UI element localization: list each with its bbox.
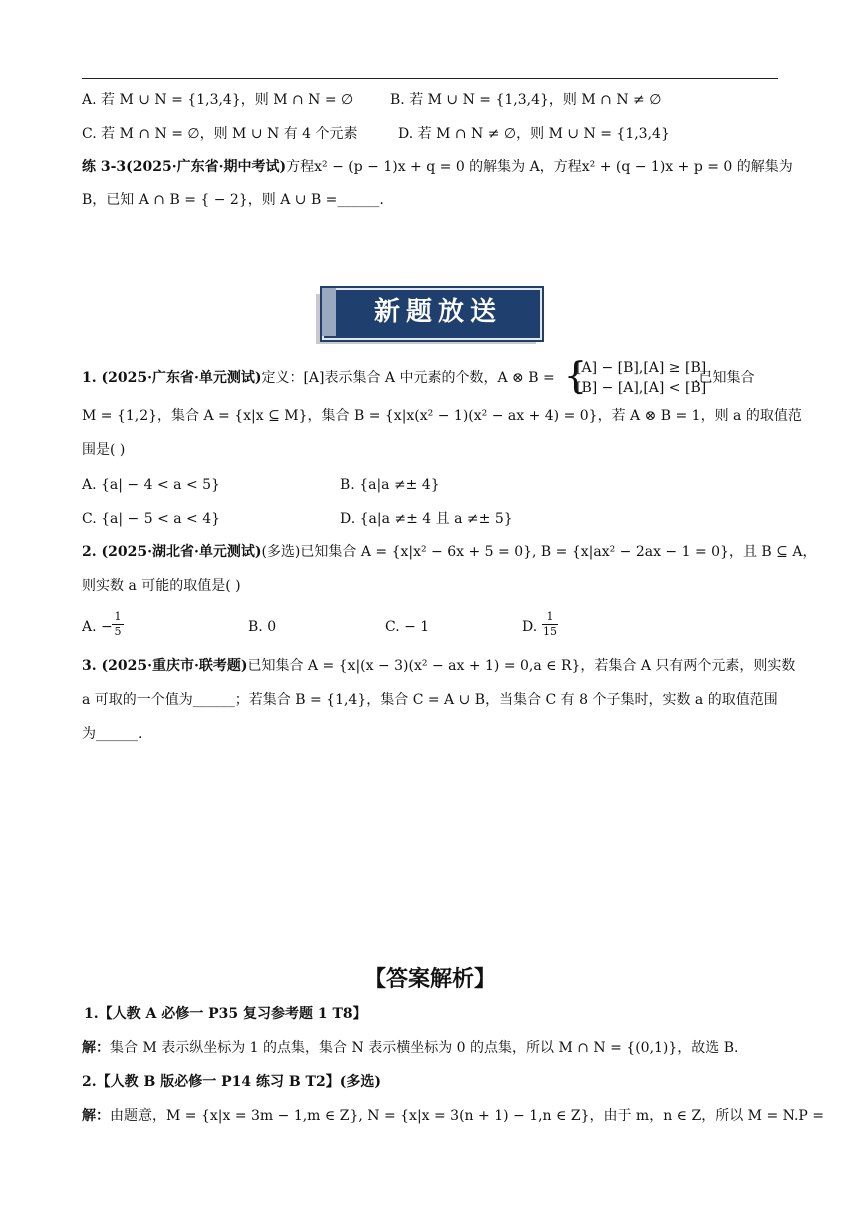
- banner-strip: [322, 288, 336, 336]
- section-banner: [316, 288, 542, 344]
- q1-line1: [82, 368, 555, 388]
- q2-option-d: D.: [522, 619, 538, 635]
- q1-line2: M = {1,2}，集合 A = {x|x ⊆ M}，集合 B = {x|x(x² − 1)(x² − ax + 4) = 0}，若 A ⊗ B = 1，则 a 的取值范: [82, 408, 802, 424]
- q3-label: 3. (2025·重庆市·联考题): [82, 658, 248, 674]
- q3-line2: a 可取的一个值为______；若集合 B = {1,4}，集合 C = A ∪ B，当集合 C 有 8 个子集时，实数 a 的取值范围: [82, 692, 778, 708]
- answers-heading: 【答案解析】: [363, 967, 496, 992]
- exercise-3-3-line2: B，已知 A ∩ B = { − 2}，则 A ∪ B =______.: [82, 192, 384, 208]
- q1-label: 1. (2025·广东省·单元测试): [82, 370, 262, 386]
- q1-option-b: B. {a|a ≠± 4}: [340, 477, 440, 493]
- q1-option-a: A. {a| − 4 < a < 5}: [82, 477, 220, 493]
- q1-option-c: C. {a| − 5 < a < 4}: [82, 511, 221, 527]
- q2-line2: 则实数 a 可能的取值是( ): [82, 578, 241, 594]
- q2-option-d-fraction: 1 15: [543, 610, 557, 638]
- option-d: D. 若 M ∩ N ≠ ∅，则 M ∪ N = {1,3,4}: [398, 126, 670, 142]
- banner-title: 新题放送: [373, 297, 502, 327]
- q1-case1: [A] − [B],[A] ≥ [B]: [576, 360, 707, 376]
- q1-post: .已知集合: [694, 370, 755, 386]
- q2-option-c: C. − 1: [385, 619, 430, 635]
- q1-case2: [B] − [A],[A] < [B]: [576, 380, 707, 396]
- q3-text: 已知集合 A = {x|(x − 3)(x² − ax + 1) = 0,a ∈ R}，若集合 A 只有两个元素，则实数: [247, 658, 796, 674]
- q1-line3: 围是( ): [82, 442, 126, 458]
- q2-option-a: A. −: [82, 619, 113, 635]
- q3-line1: [82, 656, 795, 676]
- exercise-3-3-text: 方程x² − (p − 1)x + q = 0 的解集为 A，方程x² + (q − 1)x + p = 0 的解集为: [286, 159, 793, 175]
- q1-pre: 定义：[A]表示集合 A 中元素的个数，A ⊗ B =: [261, 370, 555, 386]
- answer-1-solution: 解：集合 M 表示纵坐标为 1 的点集，集合 N 表示横坐标为 0 的点集，所以 M ∩ N = {(0,1)}，故选 B.: [82, 1040, 739, 1056]
- answer-1-label: 1.【人教 A 必修一 P35 复习参考题 1 T8】: [84, 1006, 367, 1022]
- q2-line1: [82, 542, 816, 562]
- exercise-3-3-line1: [82, 157, 793, 177]
- answer-2-solution: 解：由题意，M = {x|x = 3m − 1,m ∈ Z}, N = {x|x = 3(n + 1) − 1,n ∈ Z}，由于 m，n ∈ Z，所以 M = N.P =: [82, 1108, 825, 1124]
- option-a: A. 若 M ∪ N = {1,3,4}，则 M ∩ N = ∅: [82, 92, 354, 108]
- q2-option-a-fraction: 1 5: [112, 611, 124, 638]
- q1-brace: {: [564, 356, 587, 397]
- q2-text: (多选)已知集合 A = {x|x² − 6x + 5 = 0}, B = {x|ax² − 2ax − 1 = 0}，且 B ⊆ A，: [261, 544, 817, 560]
- exercise-3-3-label: 练 3-3(2025·广东省·期中考试): [82, 159, 287, 175]
- q2-option-b: B. 0: [248, 619, 277, 635]
- q3-line3: 为______.: [82, 726, 143, 742]
- answer-2-label: 2.【人教 B 版必修一 P14 练习 B T2】(多选): [82, 1074, 381, 1090]
- header-rule: [82, 78, 778, 79]
- q1-option-d: D. {a|a ≠± 4 且 a ≠± 5}: [340, 511, 513, 527]
- option-c: C. 若 M ∩ N = ∅，则 M ∪ N 有 4 个元素: [82, 126, 358, 142]
- q2-label: 2. (2025·湖北省·单元测试): [82, 544, 262, 560]
- option-b: B. 若 M ∪ N = {1,3,4}，则 M ∩ N ≠ ∅: [390, 92, 662, 108]
